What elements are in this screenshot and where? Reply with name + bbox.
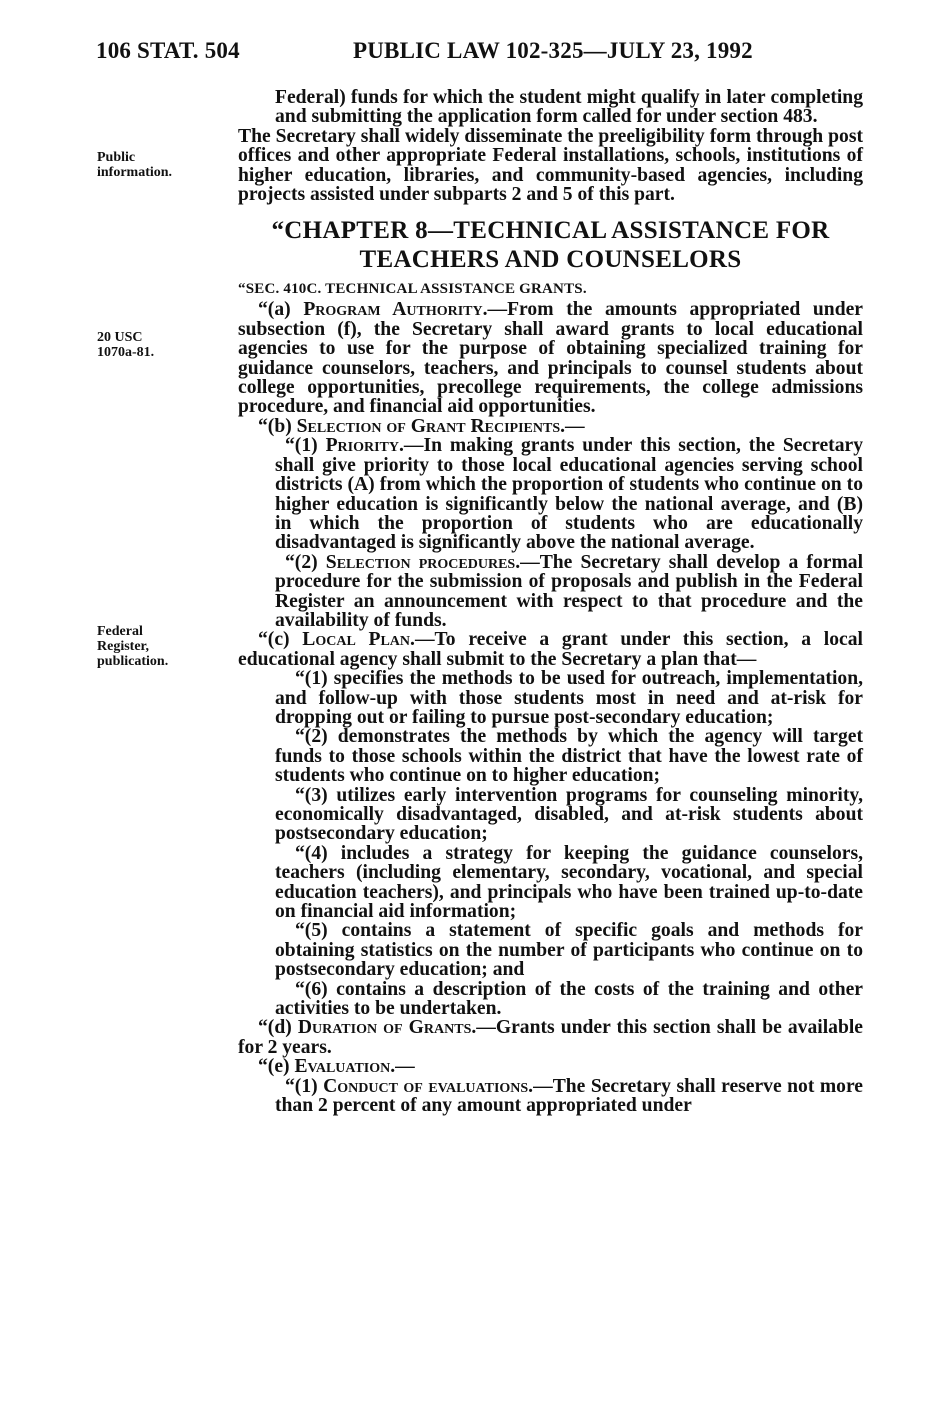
- paragraph-e1: “(1) Conduct of evaluations.—The Secretary shall reserve not more than 2 percent of any amount appropriated under: [275, 1075, 864, 1117]
- document-body: [238, 88, 863, 1116]
- margin-note-federal-register: Federal Register, publication.: [97, 624, 169, 669]
- paragraph-c5: “(5) contains a statement of specific goals and methods for obtaining statistics on the number of participants who continue on to postsecondary education; and: [275, 920, 863, 981]
- paragraph-c6: “(6) contains a description of the costs of the training and other activities to be undertaken.: [275, 978, 863, 1020]
- margin-note-public-information: Public information.: [97, 150, 173, 180]
- paragraph-c1: “(1) specifies the methods to be used for outreach, implementation, and follow-up with those students most in need and at-risk for dropping out or failing to pursue post-secondary education;: [275, 668, 863, 728]
- paragraph-c4: “(4) includes a strategy for keeping the guidance counselors, teachers (including elementary, secondary, vocational, and special education teachers), and principals who have been trained up-to-date on financial aid information;: [275, 842, 863, 923]
- paragraph-c3: “(3) utilizes early intervention programs for counseling minority, economically disadvantaged, disabled, and at-risk students about postsecondary education;: [275, 784, 863, 845]
- section-heading: “SEC. 410C. TECHNICAL ASSISTANCE GRANTS.: [238, 281, 587, 298]
- paragraph-continued: Federal) funds for which the student might qualify in later completing and submitting the application form called for under section 483.: [275, 87, 863, 128]
- page-title: PUBLIC LAW 102-325—JULY 23, 1992: [353, 38, 753, 63]
- paragraph-public-information: The Secretary shall widely disseminate the preeligibility form through post offices and other appropriate Federal installations, schools, institutions of higher education, libraries, and community-based agencies, including projects assisted under subparts 2 and 5 of this part.: [238, 125, 863, 206]
- paragraph-b2: “(2) Selection procedures.—The Secretary shall develop a formal procedure for the submission of proposals and publish in the Federal Register an announcement with respect to that procedure and the availability of funds.: [275, 551, 864, 631]
- chapter-heading: “CHAPTER 8—TECHNICAL ASSISTANCE FOR TEACHERS AND COUNSELORS: [271, 217, 830, 274]
- subsection-c: “(c) Local Plan.—To receive a grant under this section, a local educational agency shall submit to the Secretary a plan that—: [238, 629, 863, 670]
- subsection-d: “(d) Duration of Grants.—Grants under this section shall be available for 2 years.: [238, 1017, 863, 1058]
- subsection-a: “(a) Program Authority.—From the amounts appropriated under subsection (f), the Secretary shall award grants to local educational agencies to use for the purpose of obtaining specialized training for guidance counselors, teachers, and principals to counsel students about college opportunities, precollege requirements, the college admissions procedure, and financial aid opportunities.: [238, 299, 863, 418]
- subsection-b: “(b) Selection of Grant Recipients.—: [258, 415, 585, 437]
- subsection-e: “(e) Evaluation.—: [258, 1056, 415, 1078]
- statute-citation: 106 STAT. 504: [96, 38, 240, 63]
- paragraph-c2: “(2) demonstrates the methods by which the agency will target funds to those schools within the district that have the lowest rate of students who continue on to higher education;: [275, 726, 863, 787]
- margin-note-usc-citation: 20 USC 1070a-81.: [97, 330, 155, 360]
- paragraph-b1: “(1) Priority.—In making grants under this section, the Secretary shall give priority to those local educational agencies serving school districts (A) from which the proportion of students who continue on to higher education is significantly below the national average, and (B) in which the proportion of students who are educationally disadvantaged is significantly above the national average.: [275, 435, 863, 554]
